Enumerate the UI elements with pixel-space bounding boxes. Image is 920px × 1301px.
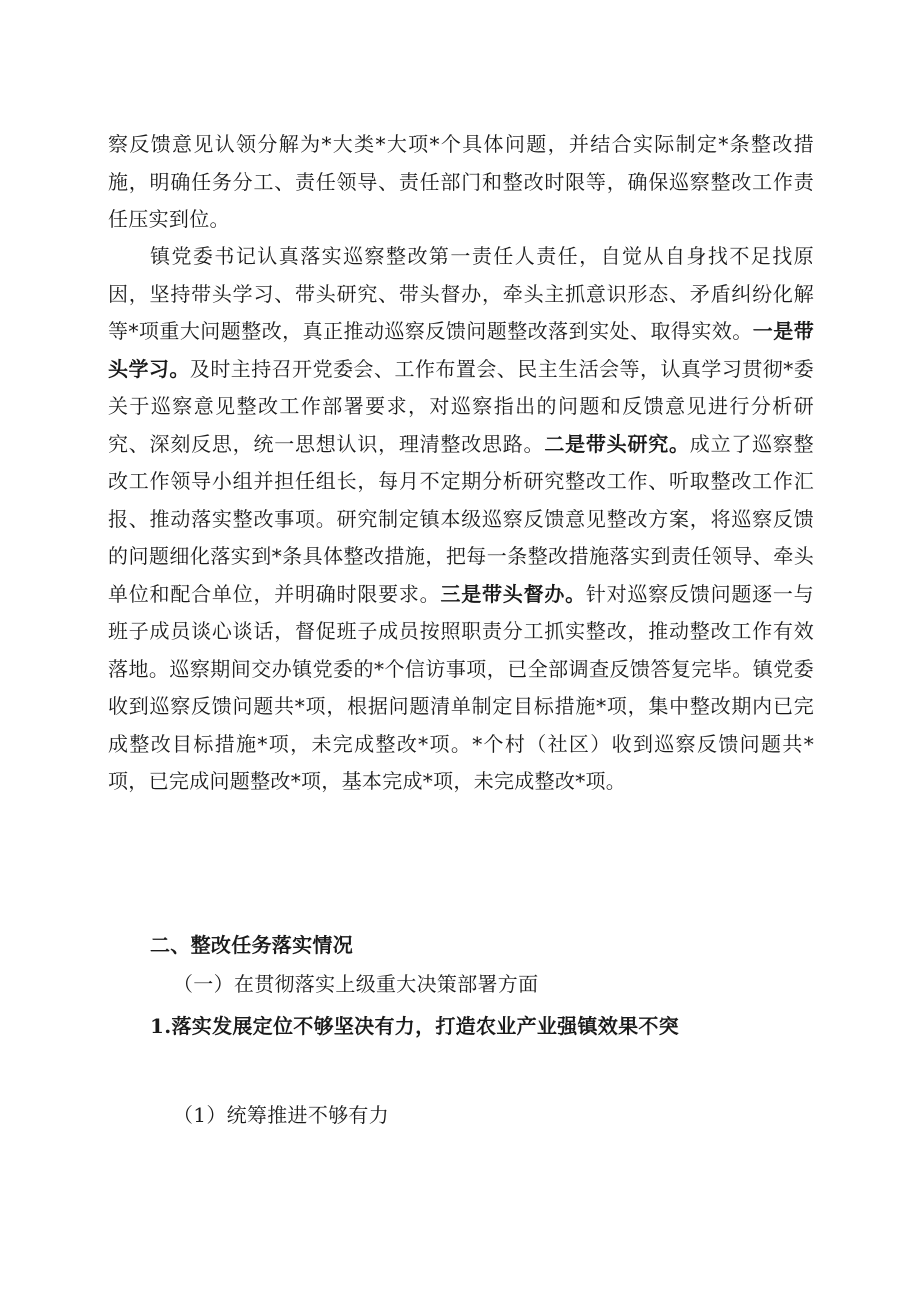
paragraph-study-text: 及时主持召开党委会、工作布置会、民主生活会等，认真学习贯彻*委关于巡察意见整改工作部署要求，对巡察指出的问题和反馈意见进行分析研究、深刻反思，统一思想认识，理清整改思路。 (108, 356, 814, 456)
inline-heading-study: 一是带头学习。 (108, 319, 814, 381)
paragraph-secretary-responsibility (108, 238, 814, 801)
paragraph-continuation: 察反馈意见认领分解为*大类*大项*个具体问题，并结合实际制定*条整改措施，明确任务分工、责任领导、责任部门和整改时限等，确保巡察整改工作责任压实到位。 (108, 132, 814, 231)
subsection-heading: （一）在贯彻落实上级重大决策部署方面 (173, 972, 539, 996)
inline-heading-research: 二是带头研究。 (544, 431, 690, 456)
paragraph-research-text: 成立了巡察整改工作领导小组并担任组长，每月不定期分析研究整改工作、听取整改工作汇报、推动落实整改事项。研究制定镇本级巡察反馈意见整改方案，将巡察反馈的问题细化落实到*条具体整改措施，把每一条整改措施落实到责任领导、牵头单位和配合单位，并明确时限要求。 (108, 431, 814, 606)
inline-heading-supervise: 三是带头督办。 (440, 581, 586, 606)
subitem-heading: （1）统筹推进不够有力 (173, 1103, 390, 1127)
item-heading: 1.落实发展定位不够坚决有力，打造农业产业强镇效果不突 (150, 1014, 679, 1038)
paragraph-supervise-text: 针对巡察反馈问题逐一与班子成员谈心谈话，督促班子成员按照职责分工抓实整改，推动整改工作有效落地。巡察期间交办镇党委的*个信访事项，已全部调查反馈答复完毕。镇党委收到巡察反馈问题共*项，根据问题清单制定目标措施*项，集中整改期内已完成整改目标措施*项，未完成整改*项。*个村（社区）收到巡察反馈问题共*项，已完成问题整改*项，基本完成*项，未完成整改*项。 (108, 581, 814, 793)
section-heading: 二、整改任务落实情况 (150, 933, 353, 957)
paragraph-intro: 镇党委书记认真落实巡察整改第一责任人责任，自觉从自身找不足找原因，坚持带头学习、带头研究、带头督办，牵头主抓意识形态、矛盾纠纷化解等*项重大问题整改，真正推动巡察反馈问题整改落到实处、取得实效。 (108, 244, 814, 343)
